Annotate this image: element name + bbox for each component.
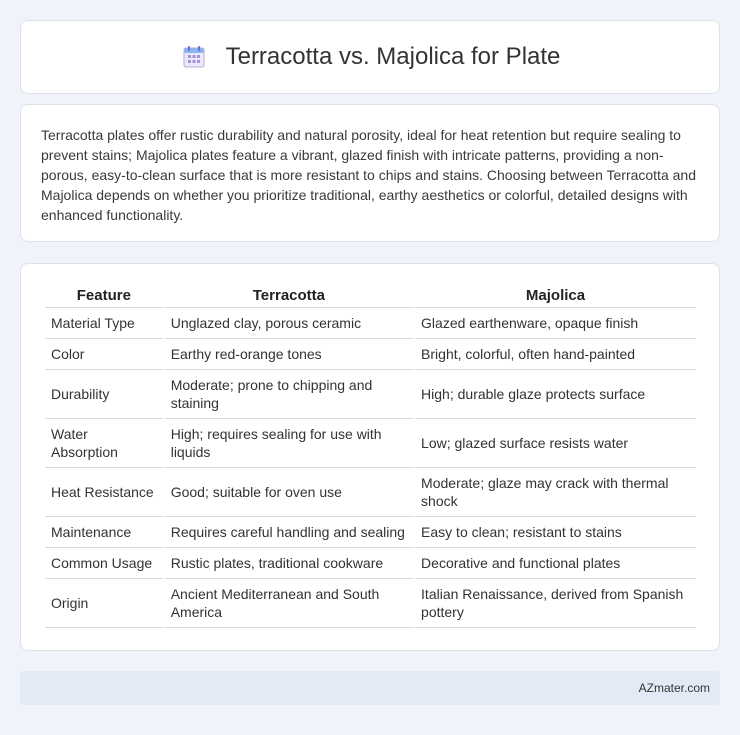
terracotta-cell: Moderate; prone to chipping and staining [165, 370, 413, 419]
terracotta-cell: Requires careful handling and sealing [165, 517, 413, 548]
feature-cell: Origin [45, 579, 163, 628]
terracotta-cell: Earthy red-orange tones [165, 339, 413, 370]
terracotta-cell: Ancient Mediterranean and South America [165, 579, 413, 628]
majolica-cell: Italian Renaissance, derived from Spanish pottery [415, 579, 696, 628]
feature-cell: Heat Resistance [45, 468, 163, 517]
table-row [45, 339, 696, 370]
majolica-cell: Bright, colorful, often hand-painted [415, 339, 696, 370]
terracotta-cell: High; requires sealing for use with liquids [165, 419, 413, 468]
table-row [45, 579, 696, 628]
majolica-cell: Glazed earthenware, opaque finish [415, 308, 696, 339]
feature-cell: Color [45, 339, 163, 370]
table-row [45, 517, 696, 548]
feature-cell: Material Type [45, 308, 163, 339]
footer-brand-link[interactable]: AZmater.com [638, 681, 710, 695]
feature-cell: Common Usage [45, 548, 163, 579]
table-row [45, 419, 696, 468]
majolica-cell: Easy to clean; resistant to stains [415, 517, 696, 548]
intro-paragraph: Terracotta plates offer rustic durability and natural porosity, ideal for heat retention but require sealing to prevent stains; Majolica plates feature a vibrant, glazed finish with intricate patterns, providing a non-porous, easy-to-clean surface that is more resistant to chips and stains. Choosing between Terracotta and Majolica depends on whether you prioritize traditional, earthy aesthetics or colorful, detailed designs with enhanced functionality. [41, 127, 696, 223]
majolica-cell: Moderate; glaze may crack with thermal shock [415, 468, 696, 517]
feature-cell: Maintenance [45, 517, 163, 548]
majolica-cell: Decorative and functional plates [415, 548, 696, 579]
table-row [45, 308, 696, 339]
table-row [45, 370, 696, 419]
comparison-table [43, 286, 698, 628]
terracotta-cell: Rustic plates, traditional cookware [165, 548, 413, 579]
table-header-row [45, 286, 696, 308]
header-terracotta: Terracotta [165, 286, 413, 308]
feature-cell: Water Absorption [45, 419, 163, 468]
terracotta-cell: Good; suitable for oven use [165, 468, 413, 517]
title-wrap [180, 43, 561, 71]
terracotta-cell: Unglazed clay, porous ceramic [165, 308, 413, 339]
comparison-table-card [20, 263, 720, 651]
feature-cell: Durability [45, 370, 163, 419]
footer [20, 671, 720, 705]
majolica-cell: High; durable glaze protects surface [415, 370, 696, 419]
intro-card [20, 104, 720, 242]
table-row [45, 468, 696, 517]
header-feature: Feature [45, 286, 163, 308]
table-row [45, 548, 696, 579]
title-card [20, 20, 720, 94]
majolica-cell: Low; glazed surface resists water [415, 419, 696, 468]
header-majolica: Majolica [415, 286, 696, 308]
calendar-icon [180, 43, 208, 71]
page-title: Terracotta vs. Majolica for Plate [225, 43, 561, 70]
